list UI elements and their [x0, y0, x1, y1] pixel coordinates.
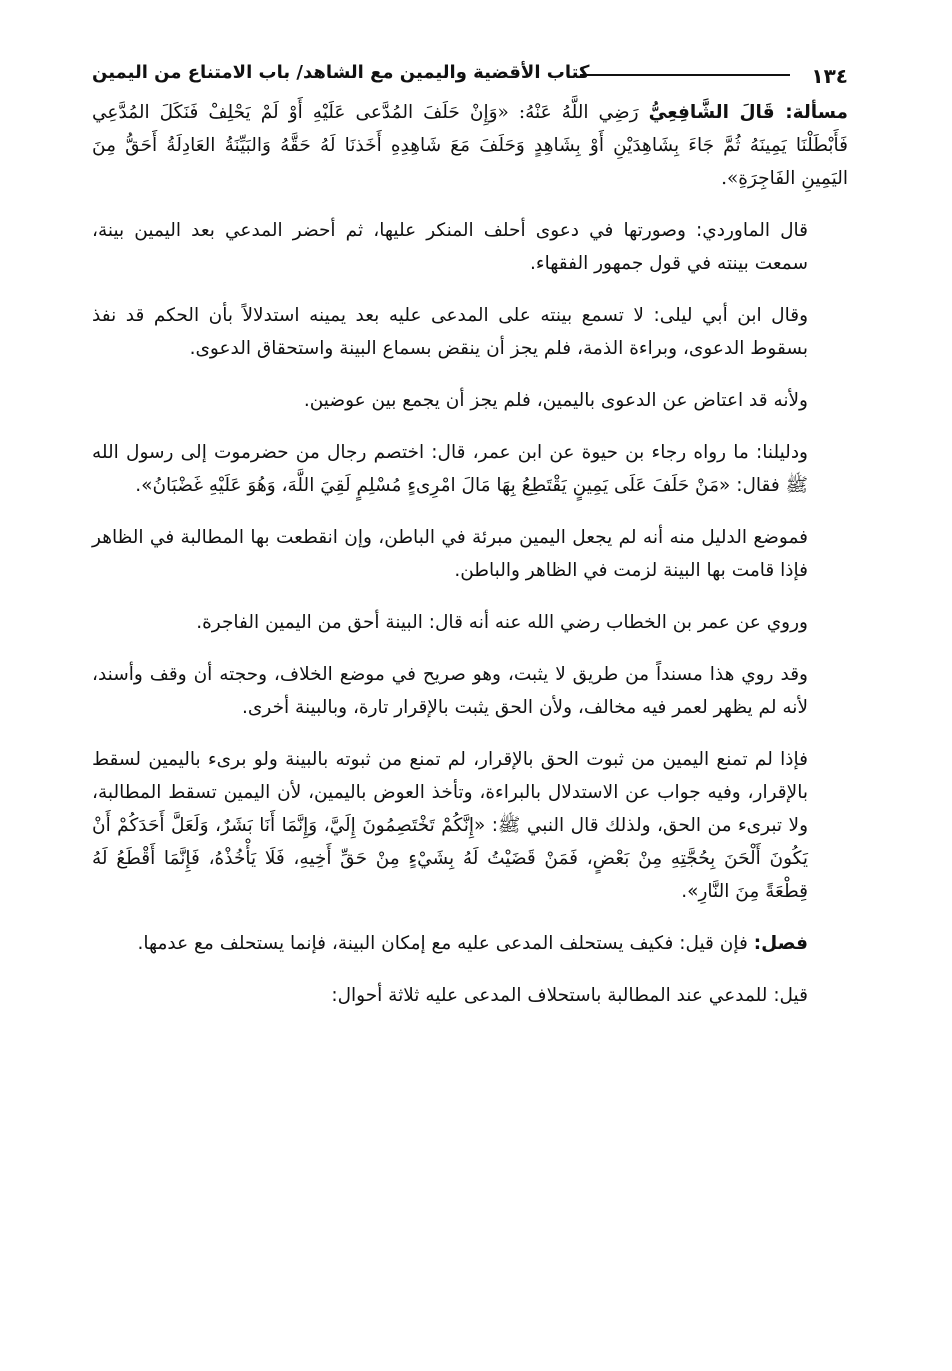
page-header — [92, 62, 848, 90]
paragraph-text: فموضع الدليل منه أنه لم يجعل اليمين مبرئة في الباطن، وإن انقطعت بها المطالبة في الظاهر فإذا قامت بها البينة لزمت في الظاهر والباطن. — [92, 527, 808, 581]
paragraph — [92, 299, 848, 365]
paragraph-text: وروي عن عمر بن الخطاب رضي الله عنه أنه قال: البينة أحق من اليمين الفاجرة. — [196, 612, 808, 633]
paragraph — [92, 521, 848, 587]
paragraph — [92, 658, 848, 724]
running-title: كتاب الأقضية واليمين مع الشاهد/ باب الامتناع من اليمين — [92, 62, 590, 83]
paragraph — [92, 436, 848, 502]
paragraph-label: مسألة: قَالَ الشَّافِعِيُّ — [648, 102, 848, 123]
paragraph — [92, 606, 848, 639]
paragraph-text: ودليلنا: ما رواه رجاء بن حيوة عن ابن عمر، قال: اختصم رجال من حضرموت إلى رسول الله ﷺ فقال: «مَنْ حَلَفَ عَلَى يَمِينٍ يَقْتَطِعُ بِهَا مَالَ امْرِىءٍ مُسْلِمٍ لَقِيَ اللَّهَ، وَهُوَ عَلَيْهِ غَضْبَانُ». — [92, 442, 808, 496]
paragraph-masala — [92, 96, 848, 195]
paragraph-text: ولأنه قد اعتاض عن الدعوى باليمين، فلم يجز أن يجمع بين عوضين. — [303, 390, 808, 411]
paragraph-label: فصل: — [753, 933, 808, 954]
paragraph-text: وقد روي هذا مسنداً من طريق لا يثبت، وهو صريح في موضع الخلاف، وحجته أن وقف وأسند، لأنه لم يظهر لعمر فيه مخالف، ولأن الحق يثبت بالإقرار تارة، وبالبينة أخرى. — [92, 664, 808, 718]
paragraph-text: قال الماوردي: وصورتها في دعوى أحلف المنكر عليها، ثم أحضر المدعي بعد اليمين بينة، سمعت بينته في قول جمهور الفقهاء. — [92, 220, 808, 274]
paragraph-text: فإن قيل: فكيف يستحلف المدعى عليه مع إمكان البينة، فإنما يستحلف مع عدمها. — [137, 933, 754, 954]
paragraph-text: وقال ابن أبي ليلى: لا تسمع بينته على المدعى عليه بعد يمينه استدلالاً بأن الحكم قد نفذ بسقوط الدعوى، وبراءة الذمة، فلم يجز أن ينقض بسماع البينة واستحقاق الدعوى. — [92, 305, 808, 359]
page-body — [92, 96, 848, 1031]
page-number: ١٣٤ — [811, 64, 848, 88]
paragraph — [92, 384, 848, 417]
paragraph — [92, 979, 848, 1012]
paragraph-fasl — [92, 927, 848, 960]
paragraph — [92, 214, 848, 280]
paragraph — [92, 743, 848, 908]
paragraph-text: قيل: للمدعي عند المطالبة باستحلاف المدعى عليه ثلاثة أحوال: — [331, 985, 808, 1006]
paragraph-text: فإذا لم تمنع اليمين من ثبوت الحق بالإقرار، لم تمنع من ثبوته بالبينة ولو برىء باليمين لسقط بالإقرار، وفيه جواب عن الاستدلال بالبراءة، وتأخذ العوض باليمين، لأن اليمين تسقط المطالبة، ولا تبرىء من الحق، ولذلك قال النبي ﷺ: «إِنَّكُمْ تَخْتَصِمُونَ إِلَيَّ، وَإِنَّمَا أَنَا بَشَرٌ، وَلَعَلَّ أَحَدَكُمْ أَنْ يَكُونَ أَلْحَنَ بِحُجَّتِهِ مِنْ بَعْضٍ، فَمَنْ قَضَيْتُ لَهُ بِشَيْءٍ مِنْ حَقِّ أَخِيهِ، فَلَا يَأْخُذْهُ، فَإِنَّمَا أَقْطَعُ لَهُ قِطْعَةً مِنَ النَّارِ». — [92, 749, 808, 902]
paragraph-text: رَضِي اللَّهُ عَنْهُ: «وَإِنْ حَلَفَ المُدَّعى عَلَيْهِ أَوْ لَمْ يَحْلِفْ فَنَكَلَ المُدَّعِي فَأَبْطَلْنَا يَمِينَهُ ثُمَّ جَاءَ بِشَاهِدَيْنِ أَوْ بِشَاهِدٍ وَحَلَفَ مَعَ شَاهِدِهِ أَخَذنَا لَهُ حَقَّهُ وَالبَيِّنَةُ العَادِلَةُ أَحَقُّ مِنَ اليَمِينِ الفَاجِرَةِ». — [92, 102, 848, 189]
header-rule — [580, 74, 790, 76]
